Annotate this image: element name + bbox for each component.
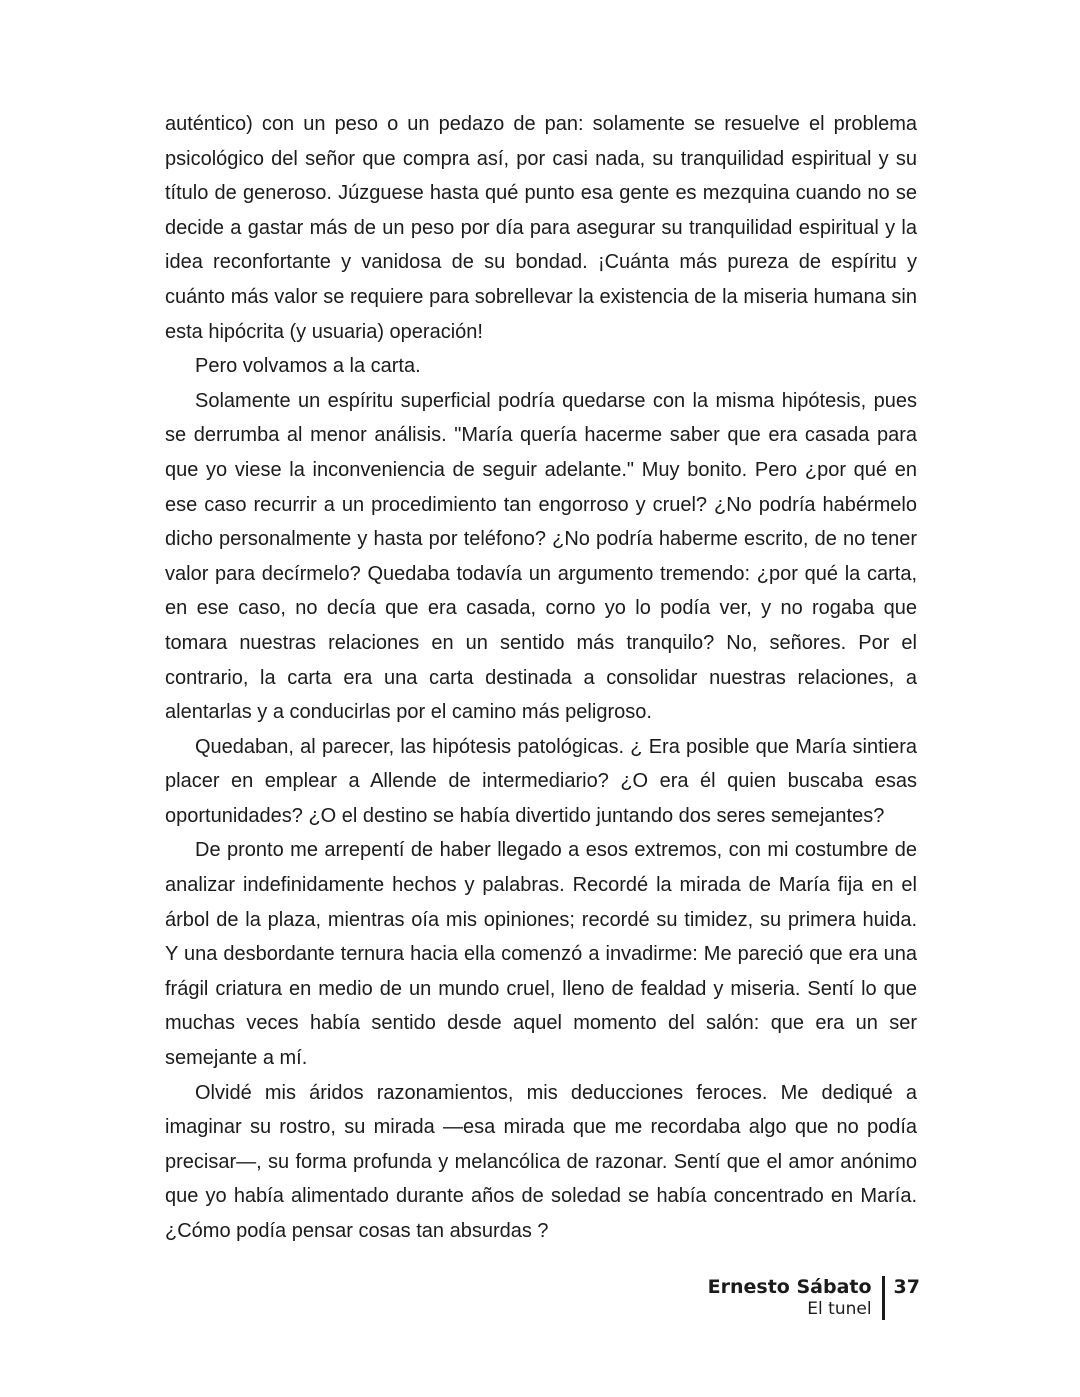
body-text [165, 107, 917, 1249]
body-paragraph: auténtico) con un peso o un pedazo de pan: solamente se resuelve el problema psicológico del señor que compra así, por casi nada, su tranquilidad espiritual y su título de generoso. Júzguese hasta qué punto esa gente es mezquina cuando no se decide a gastar más de un peso por día para asegurar su tranquilidad espiritual y la idea reconfortante y vanidosa de su bondad. ¡Cuánta más pureza de espíritu y cuánto más valor se requiere para sobrellevar la existencia de la miseria humana sin esta hipócrita (y usuaria) operación! [165, 113, 917, 343]
footer-book-title: El tunel [807, 1299, 872, 1319]
body-paragraph: Olvidé mis áridos razonamientos, mis deducciones feroces. Me dediqué a imaginar su rostro, su mirada —esa mirada que me recordaba algo que no podía precisar—, su forma profunda y melancólica de razonar. Sentí que el amor anónimo que yo había alimentado durante años de soledad se había concentrado en María. ¿Cómo podía pensar cosas tan absurdas ? [165, 1081, 917, 1242]
body-paragraph: De pronto me arrepentí de haber llegado a esos extremos, con mi costumbre de analizar indefinidamente hechos y palabras. Recordé la mirada de María fija en el árbol de la plaza, mientras oía mis opiniones; recordé su timidez, su primera huida. Y una desbordante ternura hacia ella comenzó a invadirme: Me pareció que era una frágil criatura en medio de un mundo cruel, lleno de fealdad y miseria. Sentí lo que muchas veces había sentido desde aquel momento del salón: que era un ser semejante a mí. [165, 839, 917, 1070]
page-number: 37 [893, 1276, 920, 1298]
body-paragraph: Solamente un espíritu superficial podría quedarse con la misma hipótesis, pues se derrumba al menor análisis. "María quería hacerme saber que era casada para que yo viese la inconveniencia de seguir adelante." Muy bonito. Pero ¿por qué en ese caso recurrir a un procedimiento tan engorroso y cruel? ¿No podría habérmelo dicho personalmente y hasta por teléfono? ¿No podría haberme escrito, de no tener valor para decírmelo? Quedaba todavía un argumento tremendo: ¿por qué la carta, en ese caso, no decía que era casada, corno yo lo podía ver, y no rogaba que tomara nuestras relaciones en un sentido más tranquilo? No, señores. Por el contrario, la carta era una carta destinada a consolidar nuestras relaciones, a alentarlas y a conducirlas por el camino más peligroso. [165, 389, 917, 724]
body-paragraph: Pero volvamos a la carta. [195, 355, 421, 378]
page-footer [708, 1276, 920, 1320]
footer-author-title [708, 1276, 882, 1320]
footer-author: Ernesto Sábato [707, 1276, 872, 1298]
body-paragraph: Quedaban, al parecer, las hipótesis patológicas. ¿ Era posible que María sintiera placer en emplear a Allende de intermediario? ¿O era él quien buscaba esas oportunidades? ¿O el destino se había divertido juntando dos seres semejantes? [165, 735, 917, 827]
